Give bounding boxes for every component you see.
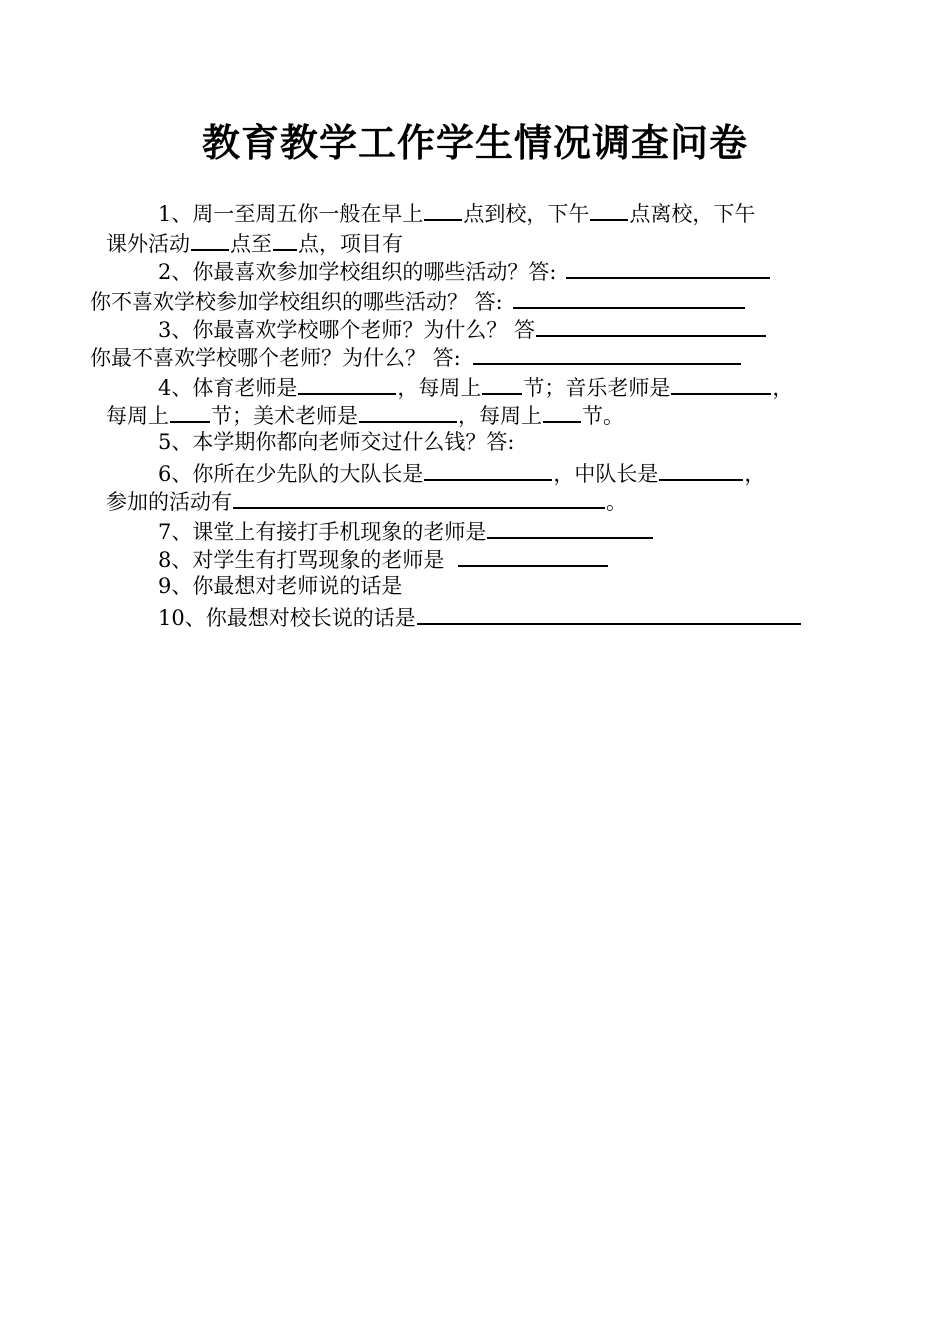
question-8-text: 8、对学生有打骂现象的老师是 bbox=[158, 548, 445, 572]
question-6-line-2 bbox=[106, 485, 627, 515]
activity-end-blank[interactable] bbox=[273, 227, 297, 251]
art-teacher-blank[interactable] bbox=[359, 399, 457, 423]
question-1-text-c: 点离校，下午 bbox=[629, 202, 756, 226]
question-3-text-b: 你最不喜欢学校哪个老师？为什么？ 答: bbox=[90, 346, 461, 370]
question-6-text-d: 参加的活动有 bbox=[106, 490, 232, 514]
question-3-line-2 bbox=[90, 341, 742, 371]
art-lessons-blank[interactable] bbox=[543, 399, 581, 423]
arrival-time-blank[interactable] bbox=[424, 197, 462, 221]
question-1-line-1 bbox=[158, 197, 755, 227]
question-4-text-e: 每周上 bbox=[106, 404, 169, 428]
question-4-line-1 bbox=[158, 371, 793, 401]
favorite-activity-answer-blank[interactable] bbox=[566, 255, 770, 279]
question-2-line-2 bbox=[90, 285, 746, 315]
question-2-text-a: 2、你最喜欢参加学校组织的哪些活动？答: bbox=[158, 260, 557, 284]
question-4-text-h: 节。 bbox=[582, 404, 624, 428]
question-9-text: 9、你最想对老师说的话是 bbox=[158, 574, 403, 598]
question-6-text-e: 。 bbox=[606, 490, 627, 514]
question-6-line-1 bbox=[158, 457, 765, 487]
question-7-line bbox=[158, 515, 654, 545]
page-title: 教育教学工作学生情况调查问卷 bbox=[201, 120, 748, 165]
question-6-text-a: 6、你所在少先队的大队长是 bbox=[158, 462, 424, 486]
question-10-line bbox=[158, 601, 802, 631]
departure-time-blank[interactable] bbox=[590, 197, 628, 221]
abusive-teacher-blank[interactable] bbox=[458, 543, 608, 567]
question-4-line-2 bbox=[106, 399, 624, 429]
pe-lessons-blank[interactable] bbox=[482, 371, 522, 395]
question-9-line bbox=[158, 571, 402, 601]
question-2-line-1 bbox=[158, 255, 771, 285]
question-6-text-b: ，中队长是 bbox=[553, 462, 659, 486]
question-6-text-c: ， bbox=[744, 462, 766, 486]
question-1-text-e: 点至 bbox=[230, 232, 272, 256]
question-1-text-a: 1、周一至周五你一般在早上 bbox=[158, 202, 424, 226]
question-4-text-f: 节；美术老师是 bbox=[211, 404, 358, 428]
squadron-leader-blank[interactable] bbox=[659, 457, 743, 481]
question-4-text-d: ， bbox=[772, 376, 794, 400]
favorite-teacher-answer-blank[interactable] bbox=[536, 313, 766, 337]
question-10-text: 10、你最想对校长说的话是 bbox=[158, 606, 416, 630]
question-4-text-c: 节；音乐老师是 bbox=[523, 376, 671, 400]
brigade-leader-blank[interactable] bbox=[424, 457, 552, 481]
message-to-principal-blank[interactable] bbox=[417, 601, 801, 625]
question-1-text-b: 点到校，下午 bbox=[463, 202, 590, 226]
pe-teacher-blank[interactable] bbox=[298, 371, 396, 395]
question-7-text: 7、课堂上有接打手机现象的老师是 bbox=[158, 520, 487, 544]
music-teacher-blank[interactable] bbox=[671, 371, 771, 395]
question-2-text-b: 你不喜欢学校参加学校组织的哪些活动？ 答: bbox=[90, 290, 503, 314]
question-5-text: 5、本学期你都向老师交过什么钱？答: bbox=[158, 430, 515, 454]
phone-use-teacher-blank[interactable] bbox=[487, 515, 653, 539]
question-1-line-2 bbox=[106, 227, 403, 257]
music-lessons-blank[interactable] bbox=[170, 399, 210, 423]
question-4-text-a: 4、体育老师是 bbox=[158, 376, 298, 400]
question-4-text-b: ，每周上 bbox=[397, 376, 482, 400]
question-1-text-d: 课外活动 bbox=[106, 232, 190, 256]
question-3-line-1 bbox=[158, 313, 767, 343]
activities-joined-blank[interactable] bbox=[233, 485, 605, 509]
question-8-line bbox=[158, 543, 609, 573]
activity-start-blank[interactable] bbox=[191, 227, 229, 251]
question-3-text-a: 3、你最喜欢学校哪个老师？为什么？ 答 bbox=[158, 318, 536, 342]
question-5-line bbox=[158, 427, 514, 457]
question-1-text-f: 点，项目有 bbox=[298, 232, 403, 256]
disliked-activity-answer-blank[interactable] bbox=[513, 285, 745, 309]
least-favorite-teacher-answer-blank[interactable] bbox=[473, 341, 741, 365]
question-4-text-g: ，每周上 bbox=[458, 404, 542, 428]
